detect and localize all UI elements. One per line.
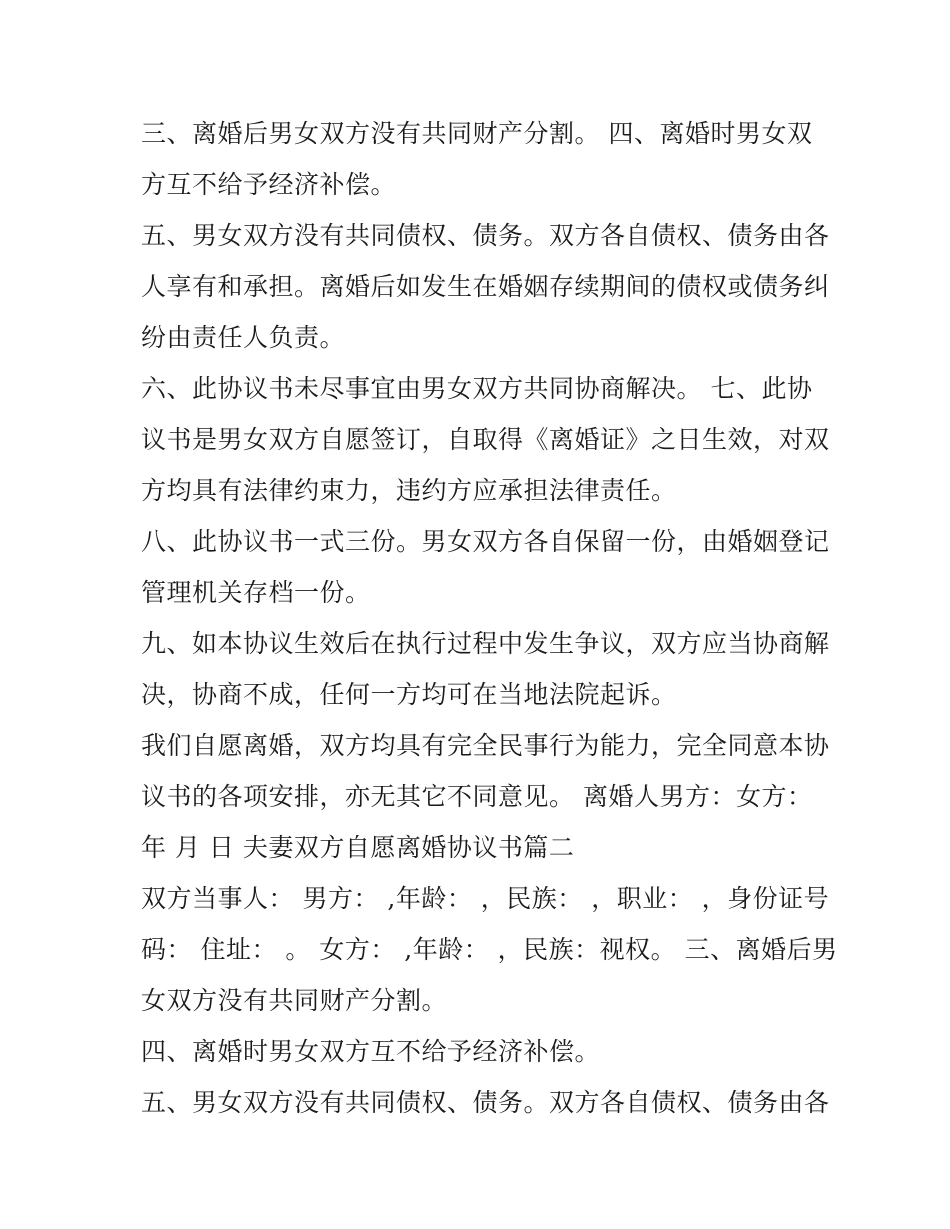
text-line: 五、男女双方没有共同债权、债务。双方各自债权、债务由各 (141, 1088, 830, 1117)
text-line: 我们自愿离婚，双方均具有完全民事行为能力，完全同意本协 (141, 731, 830, 760)
text-line: 纷由责任人负责。 (141, 323, 346, 352)
text-line: 人享有和承担。离婚后如发生在婚姻存续期间的债权或债务纠 (141, 272, 830, 301)
text-line: 方互不给予经济补偿。 (141, 170, 397, 199)
text-line: 议书是男女双方自愿签订，自取得《离婚证》之日生效，对双 (141, 425, 830, 454)
document-body (141, 108, 838, 1128)
text-line: 六、此协议书未尽事宜由男女双方共同协商解决。 七、此协 (141, 374, 813, 403)
text-line: 码： 住址： 。 女方： ,年龄： ，民族：视权。 三、离婚后男 (141, 935, 838, 964)
text-line: 议书的各项安排，亦无其它不同意见。 离婚人男方：女方： (141, 782, 813, 811)
text-line: 决，协商不成，任何一方均可在当地法院起诉。 (141, 680, 677, 709)
text-line: 三、离婚后男女双方没有共同财产分割。 四、离婚时男女双 (141, 119, 813, 148)
text-line: 管理机关存档一份。 (141, 578, 371, 607)
text-line: 五、男女双方没有共同债权、债务。双方各自债权、债务由各 (141, 221, 830, 250)
text-line: 双方当事人： 男方： ,年龄： ，民族： ，职业： ，身份证号 (141, 884, 830, 913)
text-line: 方均具有法律约束力，违约方应承担法律责任。 (141, 476, 677, 505)
text-line: 九、如本协议生效后在执行过程中发生争议，双方应当协商解 (141, 629, 830, 658)
text-line: 女双方没有共同财产分割。 (141, 986, 448, 1015)
text-line: 八、此协议书一式三份。男女双方各自保留一份，由婚姻登记 (141, 527, 830, 556)
text-line: 四、离婚时男女双方互不给予经济补偿。 (141, 1037, 601, 1066)
text-line: 年 月 日 夫妻双方自愿离婚协议书篇二 (141, 833, 575, 862)
